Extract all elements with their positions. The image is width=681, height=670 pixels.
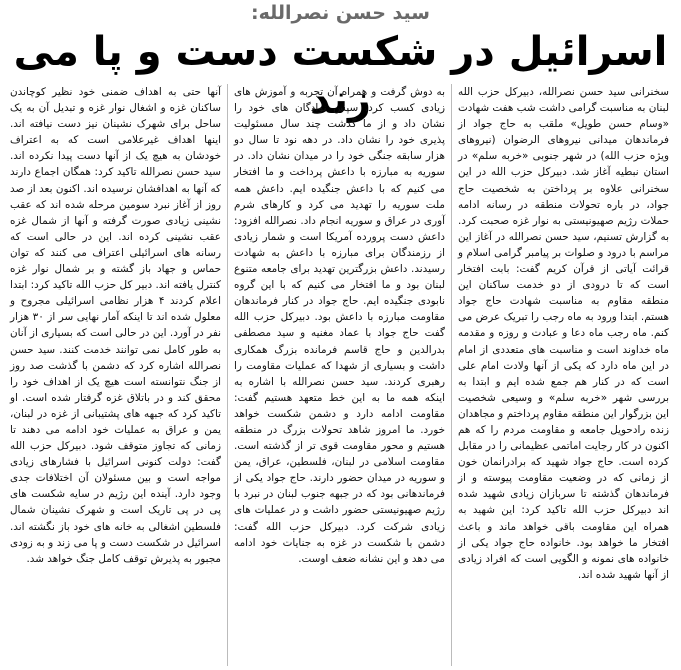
article-kicker: سید حسن نصرالله:: [251, 2, 430, 24]
article-column-middle: به دوش گرفت و همراه آن تجربه و آموزش های زیادی کسب کرد. سپس نوادگان های خود را نشان داد و از ما گذشت چند سال مسئولیت پذیری خود را نشان داد. در دهه نود تا سال دو هزار سابقه جنگی خود را در میدان نشان داد. در سوریه به مبارزه با داعش پرداخت و ما افتخار می کنیم که با داعش جنگیده ایم. داعش همه ملت سوریه را تهدید می کرد و کارهای شرم آوری در عراق و سوریه انجام داد. نصرالله افزود: داعش دست پرورده آمریکا است و شمار زیادی از رزمندگان برای مبارزه با داعش به شهادت رسیدند. داعش بزرگترین تهدید برای جامعه متنوع لبنان بود و ما افتخار می کنیم که با این گروه نابودی جنگیده ایم. حاج جواد در کنار فرماندهان مقاومت مبارزه با داعش بود. دبیرکل حزب الله گفت حاج جواد با عماد مغنیه و سید مصطفی بدرالدین و حاج قاسم فرمانده بزرگ همکاری داشت و بسیاری از شهدا که عملیات مقاومت را رهبری کردند. سید حسن نصرالله با اشاره به اینکه همه ما به این خط متعهد هستیم گفت: مقاومت ادامه دارد و دشمن شکست خواهد خورد. ما امروز شاهد تحولات بزرگ در منطقه هستیم و محور مقاومت قوی تر از گذشته است. مقاومت اسلامی در لبنان، فلسطین، عراق، یمن و سوریه در میدان حضور دارند. حاج جواد یکی از فرماندهانی بود که در جبهه جنوب لبنان در نبرد با رژیم صهیونیستی حضور داشت و در عملیات های زیادی شرکت کرد. دبیرکل حزب الله گفت: دشمن با شکست در غزه به جنایات خود ادامه می دهد و این نشانه ضعف اوست.: [227, 84, 451, 666]
article-column-right: سخنرانی سید حسن نصرالله، دبیرکل حزب الله لبنان به مناسبت گرامی داشت شب هفت شهادت «وسام حسن طویل» ملقب به حاج جواد از فرماندهان میدانی نیروهای الرضوان (نیروهای ویژه حزب الله) در شهر جنوبی «خربه سلم» در استان نبطیه آغاز شد. دبیرکل حزب الله در این سخنرانی علاوه بر پرداختن به شخصیت حاج جواد، در باره تحولات منطقه در رسانه ادامه حملات رژیم صهیونیستی به نوار غزه صحبت کرد. به گزارش تسنیم، سید حسن نصرالله در آغاز این مراسم با درود و صلوات بر پیامبر گرامی اسلام و قرائت آیاتی از قرآن کریم گفت: بابت افتخار است که تا درودی از دو خدمت ساکنان این منطقه مقاوم به مناسبت شهادت حاج جواد هستم. ابتدا ورود به ماه رجب را تبریک عرض می کنم. ماه رجب ماه دعا و عبادت و روزه و مقدمه ماه خداوند است و مناسبت های متعددی از امام در این ماه دارد که یکی از آنها ولادت امام علی است که در کنار هم جمع شده ایم و ابتدا به بررسی شهر «خربه سلم» و وسیعی شخصیت این بزرگوار این منطقه مقاوم پرداختم و مجاهدان زنده رادحویل جامعه و مقاومت مردم را که هم اکنون در کار رجایت اماتمی عظیمانی را در مقابل کرده است. حاج جواد شهید که برادرانمان خون از زمانی که در وضعیت مقاومت پیوسته و از فرماندهان گذشته تا سربازان زیادی شهید شده اند دبیرکل حزب الله تاکید کرد: این شهید به همراه این مقاومت باقی خواهد ماند و باعث افتخار ما خواهد بود. خانواده حاج جواد یکی از خانواده های نمونه و الگویی است که افراد زیادی از آنها شهید شده اند.: [451, 84, 675, 666]
article-column-left: آنها حتی به اهداف ضمنی خود نظیر کوچاندن ساکنان غزه و اشغال نوار غزه و تبدیل آن به یک ساحل برای شهرک نشینان نیز دست نیافته اند. اینها اهداف غیرعلامی است که به اعتراف خودشان به هیچ یک از آنها دست پیدا نکرده اند. سید حسن نصرالله تاکید کرد: همگان اجماع دارند که آنها به اهدافشان نرسیده اند. اکنون بعد از صد روز از آغاز نبرد سومین مرحله شده اند که عقب نشینی زیادی صورت گرفته و آنها از شمال غزه عقب نشینی کرده اند. این در حالی است که رسانه های اسرائیلی اعتراف می کنند که توان حماس و جهاد باز گشته و بر شمال نوار غزه کنترل یافته اند. دبیر کل حزب الله تاکید کرد: ابتدا اعلام کردند ۴ هزار نظامی اسرائیلی مجروح و معلول شده اند تا اینکه آمار نهایی سر از ۳۰ هزار نفر در آورد. این در حالی است که بسیاری از آنان به طور کامل نمی توانند خدمت کنند. سید حسن نصرالله اشاره کرد که دشمن با گذشت صد روز از جنگ نتوانسته است هیچ یک از اهداف خود را محقق کند و در باتلاق غزه گرفتار شده است. او تاکید کرد که جبهه های پشتیبانی از غزه در لبنان، یمن و عراق به عملیات خود ادامه می دهند تا زمانی که تجاوز متوقف شود. دبیرکل حزب الله گفت: دولت کنونی اسرائیل با فشارهای زیادی مواجه است و بین مسئولان آن اختلافات جدی وجود دارد. آینده این رژیم در سایه شکست های پی در پی تاریک است و شهرک نشینان شمال فلسطین اشغالی به خانه های خود باز نگشته اند. اسرائیل در شکست دست و پا می زند و به زودی مجبور به پذیرش توقف کامل جنگ خواهد شد.: [10, 86, 222, 565]
article-body: [4, 84, 675, 666]
article-headline: اسرائیل در شکست دست و پا می زند: [13, 29, 668, 123]
